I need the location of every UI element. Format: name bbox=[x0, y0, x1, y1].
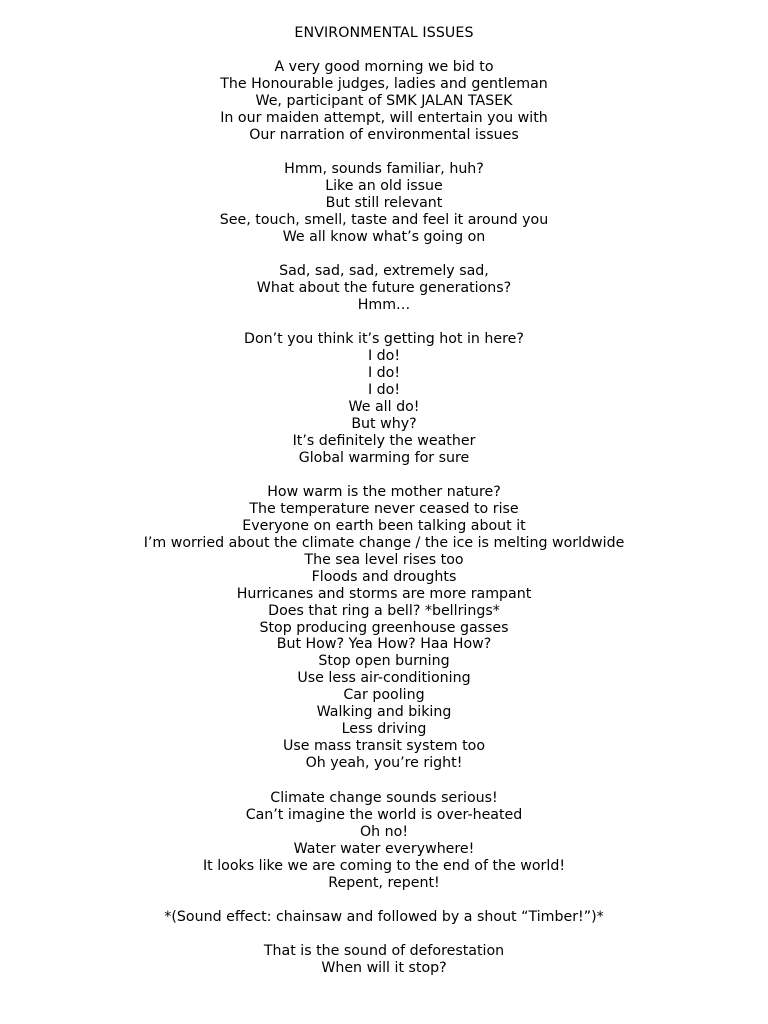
poem-line: How warm is the mother nature? bbox=[267, 484, 501, 500]
poem-line: We, participant of SMK JALAN TASEK bbox=[255, 92, 513, 109]
poem-line: *(Sound effect: chainsaw and followed by a shout “Timber!”)* bbox=[164, 909, 604, 925]
poem-line: But How? Yea How? Haa How? bbox=[276, 636, 492, 653]
poem-line: Don’t you think it’s getting hot in here? bbox=[244, 331, 524, 347]
poem-line: I do! bbox=[367, 364, 401, 381]
poem-line: It looks like we are coming to the end of the world! bbox=[202, 857, 566, 874]
poem-line: The temperature never ceased to rise bbox=[249, 500, 519, 517]
poem-line: Hurricanes and storms are more rampant bbox=[236, 585, 532, 602]
poem-line: The sea level rises too bbox=[304, 551, 464, 568]
poem-line: Global warming for sure bbox=[298, 449, 470, 466]
poem-line: I’m worried about the climate change / the ice is melting worldwide bbox=[143, 534, 625, 551]
poem-line: Walking and biking bbox=[316, 704, 452, 721]
poem-line: Climate change sounds serious! bbox=[270, 790, 498, 806]
poem-line: When will it stop? bbox=[321, 959, 447, 976]
poem-line: Oh yeah, you’re right! bbox=[305, 755, 463, 771]
poem-line: Our narration of environmental issues bbox=[249, 126, 519, 143]
poem-line: Floods and droughts bbox=[311, 568, 457, 585]
poem-line: Less driving bbox=[341, 721, 427, 738]
stanza-familiar-issue bbox=[0, 161, 768, 246]
stanza-hot bbox=[0, 331, 768, 467]
stanza-climate-solutions bbox=[0, 484, 768, 772]
poem-line: We all know what’s going on bbox=[282, 228, 486, 245]
poem-line: Everyone on earth been talking about it bbox=[242, 517, 526, 534]
poem-line: Can’t imagine the world is over-heated bbox=[245, 806, 523, 823]
poem-line: Like an old issue bbox=[325, 177, 443, 194]
stanza-sound-effect bbox=[0, 909, 768, 926]
poem-line: Stop open burning bbox=[318, 653, 450, 670]
poem-line: But still relevant bbox=[325, 194, 443, 211]
poem-line: Stop producing greenhouse gasses bbox=[259, 619, 509, 636]
poem-line: The Honourable judges, ladies and gentleman bbox=[220, 75, 548, 92]
poem-line: See, touch, smell, taste and feel it around you bbox=[219, 211, 549, 228]
poem-line: We all do! bbox=[348, 398, 420, 415]
poem-line: A very good morning we bid to bbox=[274, 59, 494, 75]
poem-line: What about the future generations? bbox=[256, 279, 512, 296]
poem-line: Use mass transit system too bbox=[282, 738, 486, 755]
poem-line: Hmm… bbox=[357, 296, 411, 313]
document-title: ENVIRONMENTAL ISSUES bbox=[294, 25, 474, 41]
poem-line: Sad, sad, sad, extremely sad, bbox=[279, 263, 489, 279]
poem-line: Hmm, sounds familiar, huh? bbox=[284, 161, 484, 177]
stanza-climate-serious bbox=[0, 790, 768, 892]
stanza-greeting bbox=[0, 59, 768, 144]
poem-line: Use less air-conditioning bbox=[297, 670, 471, 687]
stanza-sad bbox=[0, 263, 768, 314]
stanza-deforestation bbox=[0, 943, 768, 977]
poem-line: In our maiden attempt, will entertain you with bbox=[220, 109, 548, 126]
poem-line: Does that ring a bell? *bellrings* bbox=[268, 602, 500, 619]
poem-line: Oh no! bbox=[359, 823, 409, 840]
poem-line: Car pooling bbox=[343, 687, 425, 704]
poem-line: That is the sound of deforestation bbox=[263, 943, 505, 959]
poem-line: It’s definitely the weather bbox=[292, 432, 476, 449]
poem-line: But why? bbox=[351, 415, 417, 432]
poem-line: Repent, repent! bbox=[328, 874, 440, 891]
poem-line: I do! bbox=[367, 381, 401, 398]
poem-line: Water water everywhere! bbox=[293, 840, 475, 857]
poem-line: I do! bbox=[367, 347, 401, 364]
